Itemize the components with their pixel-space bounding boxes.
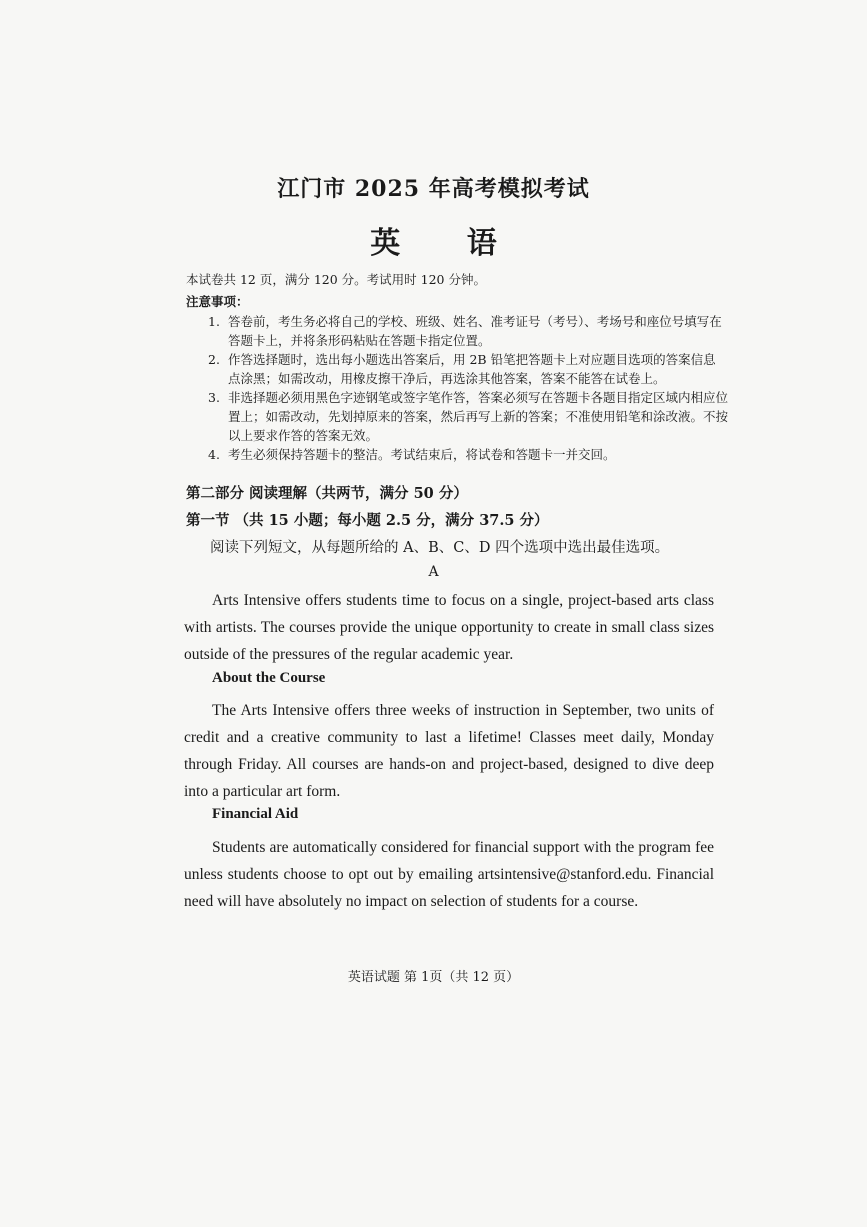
about-course-paragraph: The Arts Intensive offers three weeks of instruction in September, two units of credit and a creative community to last a lifetime! Classes meet daily, Monday through Friday. All courses are hands-on and project-based, designed to dive deep into a particular art form. (184, 702, 714, 800)
section-instruction: 阅读下列短文，从每题所给的 A、B、C、D 四个选项中选出最佳选项。 (210, 540, 670, 556)
financial-aid-heading: Financial Aid (212, 806, 299, 822)
notice-item-number: 1. (208, 314, 220, 329)
notice-item-text: 答卷前，考生务必将自己的学校、班级、姓名、准考证号（考号）、考场号和座位号填写在答题卡上，并将条形码粘贴在答题卡指定位置。 (228, 314, 722, 348)
passage-intro-paragraph: Arts Intensive offers students time to focus on a single, project-based arts class with artists. The courses provide the unique opportunity to create in small class sizes outside of the pressures of the regular academic year. (184, 592, 714, 663)
exam-intro: 本试卷共 12 页，满分 120 分。考试用时 120 分钟。 (186, 272, 486, 287)
exam-title: 江门市 2025 年高考模拟考试 (277, 176, 590, 202)
notice-item-text: 考生必须保持答题卡的整洁。考试结束后，将试卷和答题卡一并交回。 (228, 447, 616, 462)
notice-item-text: 非选择题必须用黑色字迹钢笔或签字笔作答，答案必须写在答题卡各题目指定区域内相应位置上；如需改动，先划掉原来的答案，然后再写上新的答案；不准使用铅笔和涂改液。不按以上要求作答的答案无效。 (228, 390, 729, 443)
about-course-heading: About the Course (212, 670, 326, 686)
notice-heading: 注意事项： (186, 294, 249, 309)
notice-item-text: 作答选择题时，选出每小题选出答案后，用 2B 铅笔把答题卡上对应题目选项的答案信息点涂黑；如需改动，用橡皮擦干净后，再选涂其他答案，答案不能答在试卷上。 (228, 352, 716, 386)
notice-item-number: 3. (208, 390, 220, 405)
financial-aid-paragraph: Students are automatically considered for financial support with the program fee unless students choose to opt out by emailing artsintensive@stanford.edu. Financial need will have absolutely no impact on selection of students for a course. (184, 839, 714, 910)
notice-item-number: 2. (208, 352, 220, 367)
notice-item (208, 445, 728, 464)
section-heading: 第一节 （共 15 小题；每小题 2.5 分，满分 37.5 分） (186, 512, 549, 529)
notice-item (208, 350, 728, 388)
notice-item (208, 312, 728, 350)
part-heading: 第二部分 阅读理解（共两节，满分 50 分） (186, 485, 468, 502)
passage-letter: A (428, 564, 439, 580)
subject-title: 英 语 (370, 226, 525, 261)
notice-list (208, 312, 728, 464)
notice-item (208, 388, 728, 445)
page-footer: 英语试题 第 1页（共 12 页） (347, 970, 520, 985)
notice-item-number: 4. (208, 447, 220, 462)
